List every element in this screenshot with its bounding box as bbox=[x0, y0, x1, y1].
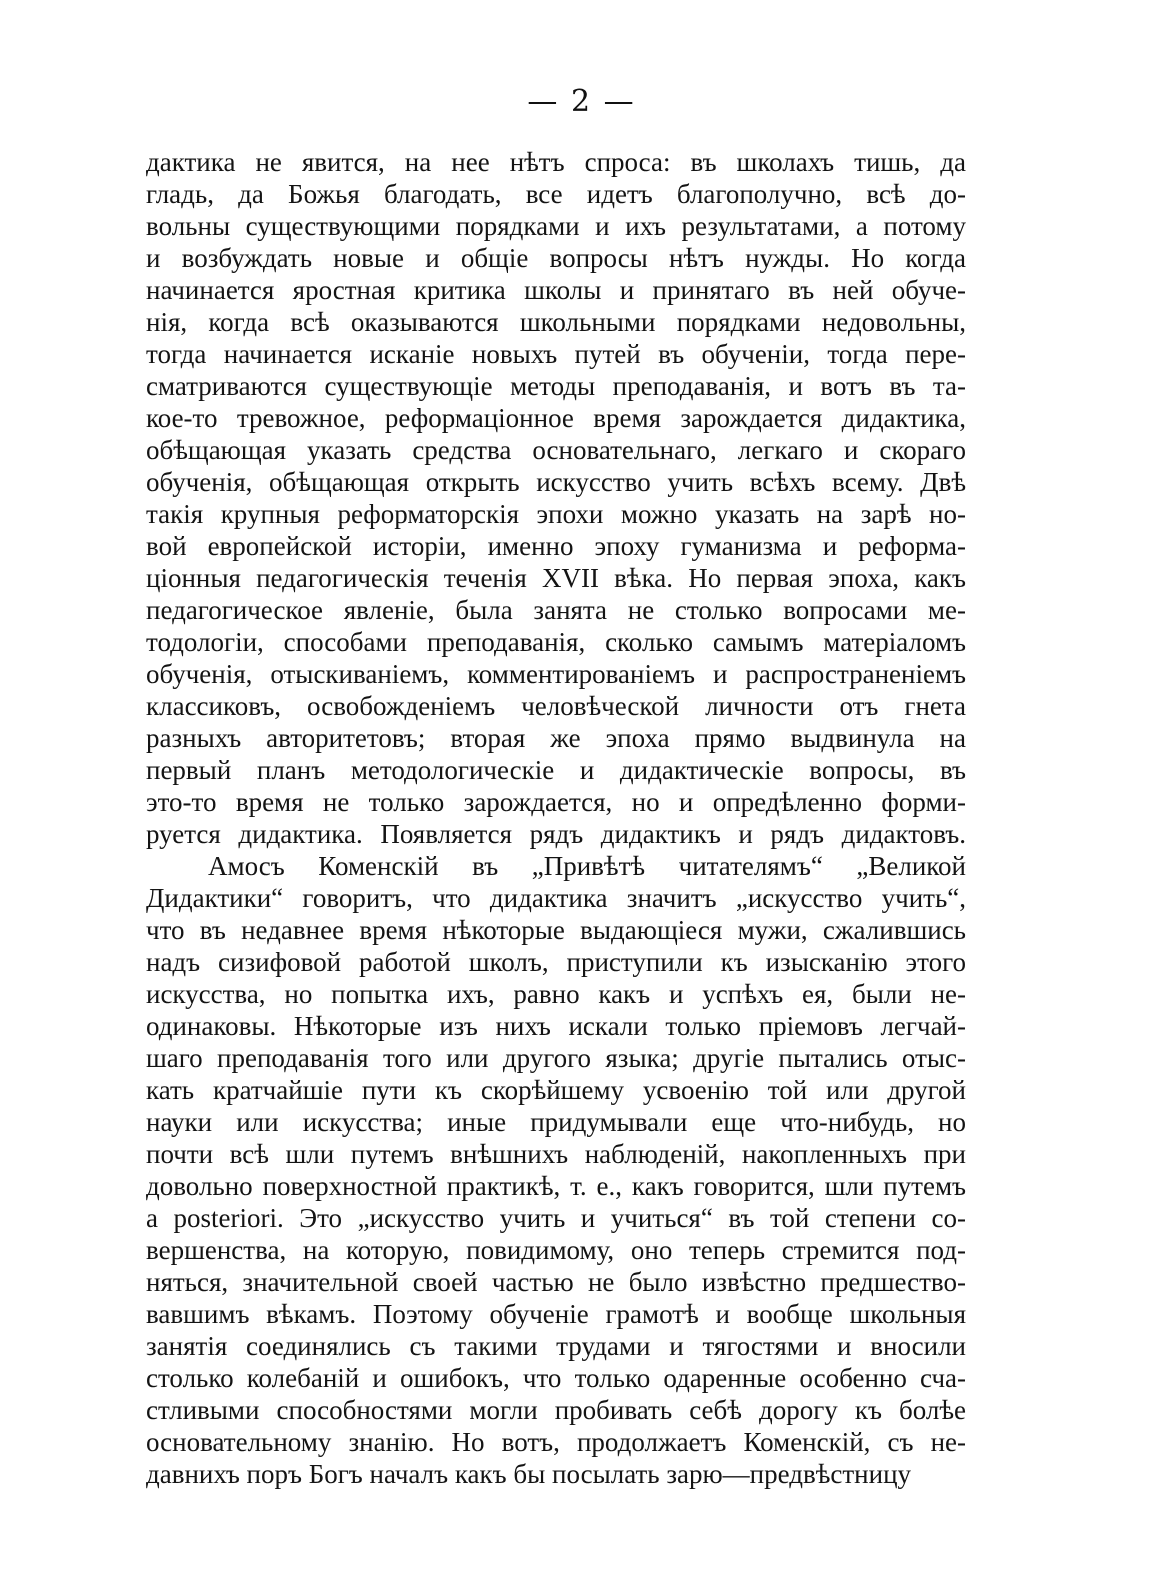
text-line: вольны существующими порядками и ихъ результатами, а потому bbox=[146, 211, 966, 241]
text-line: няться, значительной своей частью не было извѣстно предшество- bbox=[146, 1267, 966, 1297]
text-line: и возбуждать новые и общіе вопросы нѣтъ нужды. Но когда bbox=[146, 243, 966, 273]
text-line: тогда начинается исканіе новыхъ путей въ обученіи, тогда пере- bbox=[146, 339, 966, 369]
text-line: кать кратчайшіе пути къ скорѣйшему усвоенію той или другой bbox=[146, 1075, 966, 1105]
text-line: такія крупныя реформаторскія эпохи можно указать на зарѣ но- bbox=[146, 499, 966, 529]
text-line: первый планъ методологическіе и дидактическіе вопросы, въ bbox=[146, 755, 966, 785]
text-line: одинаковы. Нѣкоторые изъ нихъ искали только пріемовъ легчай- bbox=[146, 1011, 966, 1041]
text-line: это-то время не только зарождается, но и опредѣленно форми- bbox=[146, 787, 966, 817]
text-line: шаго преподаванія того или другого языка; другіе пытались отыс- bbox=[146, 1043, 966, 1073]
paragraph bbox=[146, 850, 966, 1490]
text-line: обученія, обѣщающая открыть искусство учить всѣхъ всему. Двѣ bbox=[146, 467, 966, 497]
text-line: кое-то тревожное, реформаціонное время зарождается дидактика, bbox=[146, 403, 966, 433]
text-line: надъ сизифовой работой школъ, приступили къ изысканію этого bbox=[146, 947, 966, 977]
text-line: давнихъ поръ Богъ началъ какъ бы посылать зарю—предвѣстницу bbox=[146, 1459, 912, 1489]
text-line: обѣщающая указать средства основательнаго, легкаго и скораго bbox=[146, 435, 966, 465]
text-line: разныхъ авторитетовъ; вторая же эпоха прямо выдвинула на bbox=[146, 723, 966, 753]
text-line: начинается яростная критика школы и принятаго въ ней обуче- bbox=[146, 275, 966, 305]
text-line: дактика не явится, на нее нѣтъ спроса: въ школахъ тишь, да bbox=[146, 147, 966, 177]
text-line: вавшимъ вѣкамъ. Поэтому обученіе грамотѣ и вообще школьныя bbox=[146, 1299, 966, 1329]
paragraph bbox=[146, 146, 966, 850]
text-line: нія, когда всѣ оказываются школьными порядками недовольны, bbox=[146, 307, 966, 337]
text-line: тодологіи, способами преподаванія, сколько самымъ матеріаломъ bbox=[146, 627, 966, 657]
text-line: гладь, да Божья благодать, все идетъ благополучно, всѣ до- bbox=[146, 179, 966, 209]
text-line: вершенства, на которую, повидимому, оно теперь стремится под- bbox=[146, 1235, 966, 1265]
text-line: сматриваются существующіе методы преподаванія, и вотъ въ та- bbox=[146, 371, 966, 401]
text-line: a posteriori. Это „искусство учить и учиться“ въ той степени со- bbox=[146, 1203, 966, 1233]
text-line: искусства, но попытка ихъ, равно какъ и успѣхъ ея, были не- bbox=[146, 979, 966, 1009]
text-line: почти всѣ шли путемъ внѣшнихъ наблюденій, накопленныхъ при bbox=[146, 1139, 966, 1169]
text-line: Амосъ Коменскій въ „Привѣтѣ читателямъ“ „Великой bbox=[208, 851, 966, 881]
text-line: классиковъ, освобожденіемъ человѣческой личности отъ гнета bbox=[146, 691, 966, 721]
page-number: — 2 — bbox=[527, 84, 636, 119]
text-line: стливыми способностями могли пробивать себѣ дорогу къ болѣе bbox=[146, 1395, 966, 1425]
body-text bbox=[146, 146, 966, 1490]
text-line: руется дидактика. Появляется рядъ дидактикъ и рядъ дидактовъ. bbox=[146, 819, 966, 849]
text-line: основательному знанію. Но вотъ, продолжаетъ Коменскій, съ не- bbox=[146, 1427, 966, 1457]
text-line: науки или искусства; иные придумывали еще что-нибудь, но bbox=[146, 1107, 966, 1137]
text-line: обученія, отыскиваніемъ, комментированіемъ и распространеніемъ bbox=[146, 659, 966, 689]
text-line: ціонныя педагогическія теченія XVII вѣка. Но первая эпоха, какъ bbox=[146, 563, 966, 593]
text-line: вой европейской исторіи, именно эпоху гуманизма и реформа- bbox=[146, 531, 966, 561]
text-line: столько колебаній и ошибокъ, что только одаренные особенно сча- bbox=[146, 1363, 966, 1393]
text-line: педагогическое явленіе, была занята не столько вопросами ме- bbox=[146, 595, 966, 625]
text-line: Дидактики“ говоритъ, что дидактика значитъ „искусство учить“, bbox=[146, 883, 966, 913]
text-line: довольно поверхностной практикѣ, т. е., какъ говорится, шли путемъ bbox=[146, 1171, 966, 1201]
text-line: что въ недавнее время нѣкоторые выдающіеся мужи, сжалившись bbox=[146, 915, 966, 945]
text-line: занятія соединялись съ такими трудами и тягостями и вносили bbox=[146, 1331, 966, 1361]
